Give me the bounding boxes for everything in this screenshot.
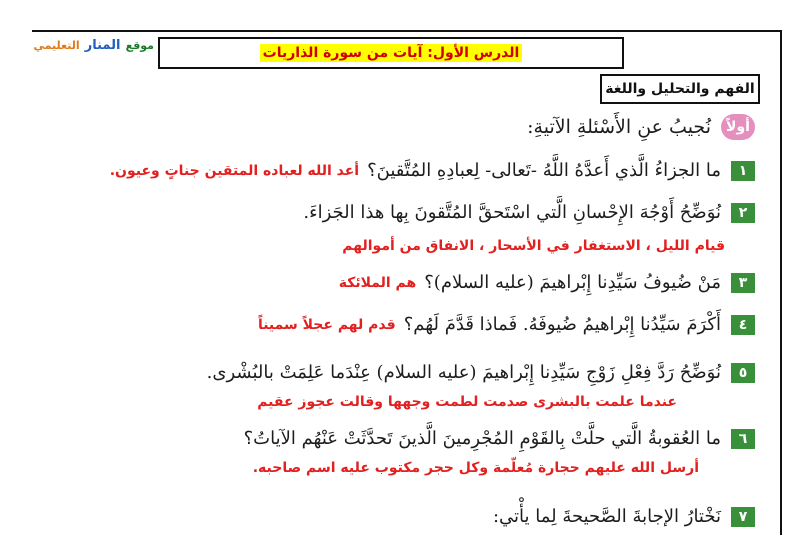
question-number: ٦ — [731, 429, 755, 449]
question-row — [339, 272, 755, 293]
answer-text: هم الملائكة — [338, 274, 417, 291]
answer-text: أرسل الله عليهم حجارة مُعلّمة وكل حجر مكتوب عليه اسم صاحبه. — [252, 460, 699, 476]
question-number: ٣ — [731, 273, 755, 293]
question-number: ١ — [731, 161, 755, 181]
question-text: نَخْتارُ الإجابةَ الصَّحيحةَ لِما يأْتي: — [492, 506, 721, 527]
question-number: ٤ — [731, 315, 755, 335]
question-row — [303, 202, 755, 223]
lesson-title: الدرس الأول: آيات من سورة الذاريات — [260, 44, 523, 62]
question-text: ما الجزاءُ الَّذي أَعدَّهُ اللَّهُ -تَعالى- لِعبادِهِ المُتَّقينَ؟ — [367, 160, 721, 181]
site-logo — [34, 34, 154, 58]
page-frame-top — [32, 30, 782, 32]
question-text: أَكْرَمَ سَيِّدُنا إِبْراهيمُ ضُيوفَهُ. فَماذا قَدَّمَ لَهُم؟ — [403, 314, 721, 335]
answer-text: أعد الله لعباده المتقين جناتٍ وعيون. — [109, 162, 360, 179]
answer-text: قدم لهم عجلاً سميناً — [257, 316, 396, 333]
page-frame-right — [780, 30, 782, 535]
answer-text: عندما علمت بالبشرى صدمت لطمت وجهها وقالت عجوز عقيم — [257, 394, 677, 410]
question-text: ما العُقوبةُ الَّتي حلَّتْ بِالقَوْمِ المُجْرِمينَ الَّذينَ تَحدَّثَتْ عَنْهُم الآياتُ؟ — [243, 428, 721, 449]
logo-part-site: موقع — [125, 39, 154, 52]
question-text: مَنْ ضُيوفُ سَيِّدِنا إِبْراهيمَ (عليه السلام)؟ — [424, 272, 721, 293]
intro-text: نُجيبُ عنِ الأَسْئلةِ الآتيةِ: — [527, 116, 711, 138]
question-row — [493, 506, 755, 527]
question-text: نُوَضِّحُ رَدَّ فِعْلِ زَوْجِ سَيِّدِنا إِبْراهيمَ (عليه السلام) عِنْدَما عَلِمَتْ بالبُشْرى. — [206, 362, 721, 383]
question-text: نُوَضِّحُ أَوْجُهَ الإِحْسانِ الَّتي اسْتَحقَّ المُتَّقونَ بِها هذا الجَزاءَ. — [303, 202, 721, 223]
question-number: ٧ — [731, 507, 755, 527]
logo-part-edu: التعليمي — [33, 39, 80, 52]
intro-row — [527, 114, 755, 140]
lesson-title-box — [158, 37, 624, 69]
logo-part-name: المنار — [84, 38, 121, 53]
question-row — [207, 362, 755, 383]
question-number: ٥ — [731, 363, 755, 383]
question-row — [258, 314, 755, 335]
intro-badge: أولاً — [721, 114, 755, 140]
question-row — [110, 160, 755, 181]
section-heading: الفهم والتحليل واللغة — [600, 74, 760, 104]
question-row — [244, 428, 755, 449]
question-number: ٢ — [731, 203, 755, 223]
answer-text: قيام الليل ، الاستغفار في الأسحار ، الانفاق من أموالهم — [342, 238, 725, 254]
